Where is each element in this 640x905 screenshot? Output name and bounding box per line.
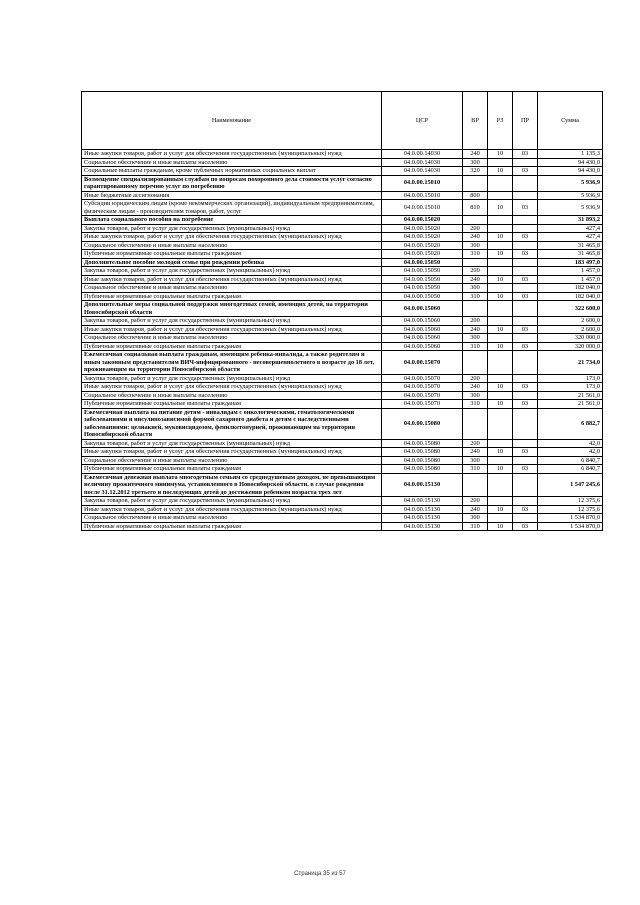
cell-vr: 300 xyxy=(463,391,488,400)
cell-vr: 240 xyxy=(463,325,488,334)
cell-sum: 2 600,0 xyxy=(538,325,603,334)
table-row xyxy=(82,473,603,497)
cell-sum: 6 840,7 xyxy=(538,456,603,465)
cell-pr xyxy=(513,224,538,233)
cell-name: Возмещение специализированным службам по вопросам похоронного дела стоимости услуг согласно гарантированному перечню услуг по погребению xyxy=(82,175,382,191)
cell-csr: 04.0.00.15080 xyxy=(382,465,463,474)
cell-pr xyxy=(513,267,538,276)
cell-name: Социальное обеспечение и иные выплаты населению xyxy=(82,334,382,343)
cell-name: Социальное обеспечение и иные выплаты населению xyxy=(82,514,382,523)
cell-name: Публичные нормативные социальные выплаты гражданам xyxy=(82,465,382,474)
cell-pr xyxy=(513,241,538,250)
cell-rz: 10 xyxy=(488,292,513,301)
cell-pr xyxy=(513,284,538,293)
cell-pr xyxy=(513,408,538,439)
cell-vr xyxy=(463,351,488,375)
cell-sum: 31 465,8 xyxy=(538,250,603,259)
cell-pr xyxy=(513,439,538,448)
cell-name: Закупка товаров, работ и услуг для государственных (муниципальных) нужд xyxy=(82,267,382,276)
cell-pr xyxy=(513,317,538,326)
cell-name: Иные закупки товаров, работ и услуг для обеспечения государственных (муниципальных) нужд xyxy=(82,275,382,284)
cell-vr: 310 xyxy=(463,292,488,301)
table-row xyxy=(82,241,603,250)
cell-vr xyxy=(463,473,488,497)
cell-rz: 10 xyxy=(488,465,513,474)
cell-csr: 04.0.00.15130 xyxy=(382,514,463,523)
cell-vr xyxy=(463,408,488,439)
cell-sum: 1 534 870,0 xyxy=(538,514,603,523)
cell-pr: 03 xyxy=(513,275,538,284)
cell-rz xyxy=(488,456,513,465)
cell-name: Дополнительное пособие молодой семье при рождении ребенка xyxy=(82,258,382,267)
cell-csr: 04.0.00.15020 xyxy=(382,233,463,242)
cell-vr: 300 xyxy=(463,334,488,343)
cell-pr: 03 xyxy=(513,383,538,392)
cell-csr: 04.0.00.15070 xyxy=(382,391,463,400)
table-row xyxy=(82,233,603,242)
cell-sum: 427,4 xyxy=(538,233,603,242)
table-row xyxy=(82,158,603,167)
cell-name: Ежемесячная выплата на питание детям - инвалидам с онкологическими, гематологическими заболеваниями и инсулинозависимой формой сахарного диабета и детям с наследственными заболеваниями: целиакией, муковисцидозом, фенилкетонурией, проживающим на территории Новосибирской области xyxy=(82,408,382,439)
cell-name: Социальное обеспечение и иные выплаты населению xyxy=(82,241,382,250)
cell-rz: 10 xyxy=(488,150,513,159)
table-row xyxy=(82,448,603,457)
cell-csr: 04.0.00.15060 xyxy=(382,317,463,326)
cell-sum: 1 135,3 xyxy=(538,150,603,159)
cell-rz xyxy=(488,473,513,497)
cell-sum: 182 040,0 xyxy=(538,292,603,301)
cell-rz xyxy=(488,439,513,448)
cell-name: Закупка товаров, работ и услуг для государственных (муниципальных) нужд xyxy=(82,224,382,233)
table-row xyxy=(82,400,603,409)
cell-name: Публичные нормативные социальные выплаты гражданам xyxy=(82,292,382,301)
cell-vr: 200 xyxy=(463,374,488,383)
cell-vr: 300 xyxy=(463,456,488,465)
cell-name: Иные бюджетные ассигнования xyxy=(82,191,382,200)
cell-csr: 04.0.00.15070 xyxy=(382,400,463,409)
cell-rz xyxy=(488,216,513,225)
cell-pr xyxy=(513,351,538,375)
cell-name: Субсидии юридическим лицам (кроме некоммерческих организаций), индивидуальным предпринимателям, физическим лицам - производителям товаров, работ, услуг xyxy=(82,200,382,216)
cell-rz: 10 xyxy=(488,167,513,176)
cell-name: Ежемесячная денежная выплата многодетным семьям со среднедушевым доходом, не превышающим величину прожиточного минимума, установленного в Новосибирской области, в случае рождения после 31.12.2012 третьего и последующих детей до достижения ребенком возраста трех лет xyxy=(82,473,382,497)
cell-rz xyxy=(488,391,513,400)
cell-vr: 200 xyxy=(463,317,488,326)
cell-vr: 310 xyxy=(463,250,488,259)
table-row xyxy=(82,301,603,317)
cell-csr: 04.0.00.15070 xyxy=(382,374,463,383)
cell-pr xyxy=(513,456,538,465)
header-vr: ВР xyxy=(463,92,488,150)
table-body xyxy=(82,150,603,531)
cell-pr: 03 xyxy=(513,400,538,409)
page-number: Страница 35 из 57 xyxy=(294,871,346,877)
cell-pr xyxy=(513,497,538,506)
table-row xyxy=(82,258,603,267)
cell-csr: 04.0.00.15060 xyxy=(382,342,463,351)
cell-sum: 21 734,0 xyxy=(538,351,603,375)
table-row xyxy=(82,374,603,383)
cell-rz: 10 xyxy=(488,233,513,242)
cell-rz xyxy=(488,351,513,375)
cell-rz xyxy=(488,258,513,267)
cell-csr: 04.0.00.15050 xyxy=(382,292,463,301)
cell-rz xyxy=(488,191,513,200)
cell-name: Социальное обеспечение и иные выплаты населению xyxy=(82,284,382,293)
cell-vr: 200 xyxy=(463,267,488,276)
header-sum: Сумма xyxy=(538,92,603,150)
table-row xyxy=(82,456,603,465)
cell-rz xyxy=(488,317,513,326)
cell-name: Иные закупки товаров, работ и услуг для обеспечения государственных (муниципальных) нужд xyxy=(82,325,382,334)
table-row xyxy=(82,191,603,200)
cell-name: Публичные нормативные социальные выплаты гражданам xyxy=(82,342,382,351)
cell-name: Публичные нормативные социальные выплаты гражданам xyxy=(82,250,382,259)
cell-pr xyxy=(513,216,538,225)
cell-pr: 03 xyxy=(513,325,538,334)
cell-pr: 03 xyxy=(513,505,538,514)
table-row xyxy=(82,505,603,514)
cell-sum: 5 936,9 xyxy=(538,200,603,216)
cell-vr: 300 xyxy=(463,284,488,293)
cell-rz xyxy=(488,408,513,439)
cell-sum: 183 497,0 xyxy=(538,258,603,267)
cell-rz: 10 xyxy=(488,325,513,334)
header-csr: ЦСР xyxy=(382,92,463,150)
cell-name: Иные закупки товаров, работ и услуг для обеспечения государственных (муниципальных) нужд xyxy=(82,150,382,159)
cell-sum: 12 375,6 xyxy=(538,497,603,506)
cell-sum: 173,0 xyxy=(538,383,603,392)
cell-rz: 10 xyxy=(488,200,513,216)
table-row xyxy=(82,391,603,400)
cell-vr xyxy=(463,175,488,191)
cell-vr xyxy=(463,258,488,267)
cell-vr: 240 xyxy=(463,275,488,284)
cell-vr: 810 xyxy=(463,200,488,216)
cell-csr: 04.0.00.15130 xyxy=(382,505,463,514)
cell-csr: 04.0.00.15080 xyxy=(382,456,463,465)
cell-sum: 320 000,0 xyxy=(538,334,603,343)
table-row xyxy=(82,342,603,351)
cell-pr: 03 xyxy=(513,342,538,351)
cell-name: Закупка товаров, работ и услуг для государственных (муниципальных) нужд xyxy=(82,317,382,326)
cell-sum: 94 430,0 xyxy=(538,167,603,176)
header-name: Наименование xyxy=(82,92,382,150)
cell-name: Дополнительные меры социальной поддержки многодетных семей, имеющих детей, на территории Новосибирской области xyxy=(82,301,382,317)
cell-vr xyxy=(463,301,488,317)
table-row xyxy=(82,325,603,334)
cell-name: Социальное обеспечение и иные выплаты населению xyxy=(82,391,382,400)
cell-vr: 240 xyxy=(463,383,488,392)
cell-csr: 04.0.00.15010 xyxy=(382,175,463,191)
cell-vr: 800 xyxy=(463,191,488,200)
table-row xyxy=(82,275,603,284)
budget-table xyxy=(81,91,603,531)
cell-csr: 04.0.00.15130 xyxy=(382,497,463,506)
cell-vr: 310 xyxy=(463,342,488,351)
cell-pr: 03 xyxy=(513,250,538,259)
table-row xyxy=(82,216,603,225)
cell-csr: 04.0.00.15130 xyxy=(382,473,463,497)
cell-sum: 5 936,9 xyxy=(538,175,603,191)
table-row xyxy=(82,224,603,233)
cell-sum: 1 534 870,0 xyxy=(538,522,603,531)
cell-vr xyxy=(463,216,488,225)
cell-vr: 300 xyxy=(463,158,488,167)
cell-name: Социальные выплаты гражданам, кроме публичных нормативных социальных выплат xyxy=(82,167,382,176)
cell-sum: 6 882,7 xyxy=(538,408,603,439)
cell-rz: 10 xyxy=(488,250,513,259)
cell-name: Иные закупки товаров, работ и услуг для обеспечения государственных (муниципальных) нужд xyxy=(82,448,382,457)
cell-rz xyxy=(488,301,513,317)
cell-csr: 04.0.00.15020 xyxy=(382,250,463,259)
table-row xyxy=(82,497,603,506)
cell-vr: 320 xyxy=(463,167,488,176)
cell-csr: 04.0.00.15050 xyxy=(382,258,463,267)
cell-csr: 04.0.00.15020 xyxy=(382,216,463,225)
table-row xyxy=(82,284,603,293)
cell-name: Публичные нормативные социальные выплаты гражданам xyxy=(82,400,382,409)
cell-rz xyxy=(488,224,513,233)
cell-csr: 04.0.00.15070 xyxy=(382,383,463,392)
cell-vr: 240 xyxy=(463,233,488,242)
cell-sum: 320 000,0 xyxy=(538,342,603,351)
cell-name: Социальное обеспечение и иные выплаты населению xyxy=(82,158,382,167)
cell-csr: 04.0.00.15080 xyxy=(382,408,463,439)
cell-vr: 310 xyxy=(463,400,488,409)
cell-rz: 10 xyxy=(488,505,513,514)
cell-csr: 04.0.00.14030 xyxy=(382,150,463,159)
table-row xyxy=(82,465,603,474)
cell-vr: 240 xyxy=(463,150,488,159)
cell-pr: 03 xyxy=(513,292,538,301)
cell-csr: 04.0.00.15060 xyxy=(382,334,463,343)
cell-csr: 04.0.00.15130 xyxy=(382,522,463,531)
cell-name: Закупка товаров, работ и услуг для государственных (муниципальных) нужд xyxy=(82,374,382,383)
table-row xyxy=(82,267,603,276)
cell-rz: 10 xyxy=(488,275,513,284)
cell-pr xyxy=(513,374,538,383)
cell-pr: 03 xyxy=(513,150,538,159)
cell-name: Ежемесячная социальная выплата гражданам, имеющим ребенка-инвалида, а также родителям и иным законным представителям ВИЧ-инфицированного - несовершеннолетнего в возрасте до 18 лет, проживающим на территории Новосибирской области xyxy=(82,351,382,375)
table-row xyxy=(82,439,603,448)
table-row xyxy=(82,250,603,259)
cell-rz xyxy=(488,374,513,383)
cell-pr xyxy=(513,258,538,267)
cell-sum: 173,0 xyxy=(538,374,603,383)
cell-pr xyxy=(513,473,538,497)
cell-pr: 03 xyxy=(513,522,538,531)
cell-rz: 10 xyxy=(488,522,513,531)
cell-csr: 04.0.00.14030 xyxy=(382,167,463,176)
cell-csr: 04.0.00.15070 xyxy=(382,351,463,375)
cell-rz xyxy=(488,175,513,191)
cell-csr: 04.0.00.15020 xyxy=(382,224,463,233)
cell-name: Публичные нормативные социальные выплаты гражданам xyxy=(82,522,382,531)
cell-rz xyxy=(488,241,513,250)
cell-sum: 1 457,0 xyxy=(538,275,603,284)
table-row xyxy=(82,522,603,531)
cell-rz xyxy=(488,334,513,343)
cell-vr: 310 xyxy=(463,522,488,531)
cell-sum: 42,0 xyxy=(538,439,603,448)
cell-name: Выплата социального пособия на погребение xyxy=(82,216,382,225)
table-row xyxy=(82,317,603,326)
table-row xyxy=(82,383,603,392)
cell-vr: 240 xyxy=(463,505,488,514)
table-row xyxy=(82,175,603,191)
cell-sum: 182 040,0 xyxy=(538,284,603,293)
cell-pr xyxy=(513,301,538,317)
cell-csr: 04.0.00.15080 xyxy=(382,448,463,457)
cell-csr: 04.0.00.15010 xyxy=(382,191,463,200)
cell-sum: 31 893,2 xyxy=(538,216,603,225)
cell-sum: 322 600,0 xyxy=(538,301,603,317)
cell-rz xyxy=(488,267,513,276)
cell-csr: 04.0.00.15080 xyxy=(382,439,463,448)
cell-rz: 10 xyxy=(488,448,513,457)
cell-vr: 200 xyxy=(463,224,488,233)
cell-name: Закупка товаров, работ и услуг для государственных (муниципальных) нужд xyxy=(82,439,382,448)
cell-name: Иные закупки товаров, работ и услуг для обеспечения государственных (муниципальных) нужд xyxy=(82,383,382,392)
cell-name: Социальное обеспечение и иные выплаты населению xyxy=(82,456,382,465)
table-row xyxy=(82,514,603,523)
cell-pr xyxy=(513,175,538,191)
cell-vr: 200 xyxy=(463,439,488,448)
cell-pr: 03 xyxy=(513,465,538,474)
cell-csr: 04.0.00.15010 xyxy=(382,200,463,216)
cell-name: Иные закупки товаров, работ и услуг для обеспечения государственных (муниципальных) нужд xyxy=(82,505,382,514)
cell-vr: 240 xyxy=(463,448,488,457)
cell-sum: 427,4 xyxy=(538,224,603,233)
table-row xyxy=(82,292,603,301)
cell-rz: 10 xyxy=(488,342,513,351)
cell-sum: 42,0 xyxy=(538,448,603,457)
table-row xyxy=(82,167,603,176)
table-header-row xyxy=(82,92,603,150)
cell-sum: 1 457,0 xyxy=(538,267,603,276)
header-rz: РЗ xyxy=(488,92,513,150)
cell-sum: 21 561,0 xyxy=(538,391,603,400)
table-row xyxy=(82,334,603,343)
cell-vr: 200 xyxy=(463,497,488,506)
cell-csr: 04.0.00.14030 xyxy=(382,158,463,167)
cell-name: Иные закупки товаров, работ и услуг для обеспечения государственных (муниципальных) нужд xyxy=(82,233,382,242)
cell-sum: 6 840,7 xyxy=(538,465,603,474)
cell-csr: 04.0.00.15050 xyxy=(382,267,463,276)
cell-pr: 03 xyxy=(513,233,538,242)
cell-pr xyxy=(513,334,538,343)
table-row xyxy=(82,408,603,439)
cell-rz: 10 xyxy=(488,383,513,392)
table-row xyxy=(82,351,603,375)
cell-csr: 04.0.00.15060 xyxy=(382,325,463,334)
cell-pr: 03 xyxy=(513,167,538,176)
cell-sum: 94 430,0 xyxy=(538,158,603,167)
cell-pr xyxy=(513,514,538,523)
cell-sum: 12 375,6 xyxy=(538,505,603,514)
cell-vr: 300 xyxy=(463,241,488,250)
cell-sum: 31 465,8 xyxy=(538,241,603,250)
cell-pr xyxy=(513,391,538,400)
cell-pr xyxy=(513,191,538,200)
cell-csr: 04.0.00.15020 xyxy=(382,241,463,250)
table-row xyxy=(82,150,603,159)
cell-sum: 21 561,0 xyxy=(538,400,603,409)
cell-name: Закупка товаров, работ и услуг для государственных (муниципальных) нужд xyxy=(82,497,382,506)
cell-sum: 1 547 245,6 xyxy=(538,473,603,497)
cell-pr: 03 xyxy=(513,448,538,457)
cell-csr: 04.0.00.15050 xyxy=(382,284,463,293)
cell-csr: 04.0.00.15050 xyxy=(382,275,463,284)
cell-rz: 10 xyxy=(488,400,513,409)
cell-pr xyxy=(513,158,538,167)
cell-pr: 03 xyxy=(513,200,538,216)
cell-rz xyxy=(488,514,513,523)
header-pr: ПР xyxy=(513,92,538,150)
table-row xyxy=(82,200,603,216)
cell-vr: 300 xyxy=(463,514,488,523)
cell-rz xyxy=(488,284,513,293)
cell-csr: 04.0.00.15060 xyxy=(382,301,463,317)
cell-sum: 2 600,0 xyxy=(538,317,603,326)
cell-vr: 310 xyxy=(463,465,488,474)
cell-sum: 5 936,9 xyxy=(538,191,603,200)
cell-rz xyxy=(488,497,513,506)
cell-rz xyxy=(488,158,513,167)
